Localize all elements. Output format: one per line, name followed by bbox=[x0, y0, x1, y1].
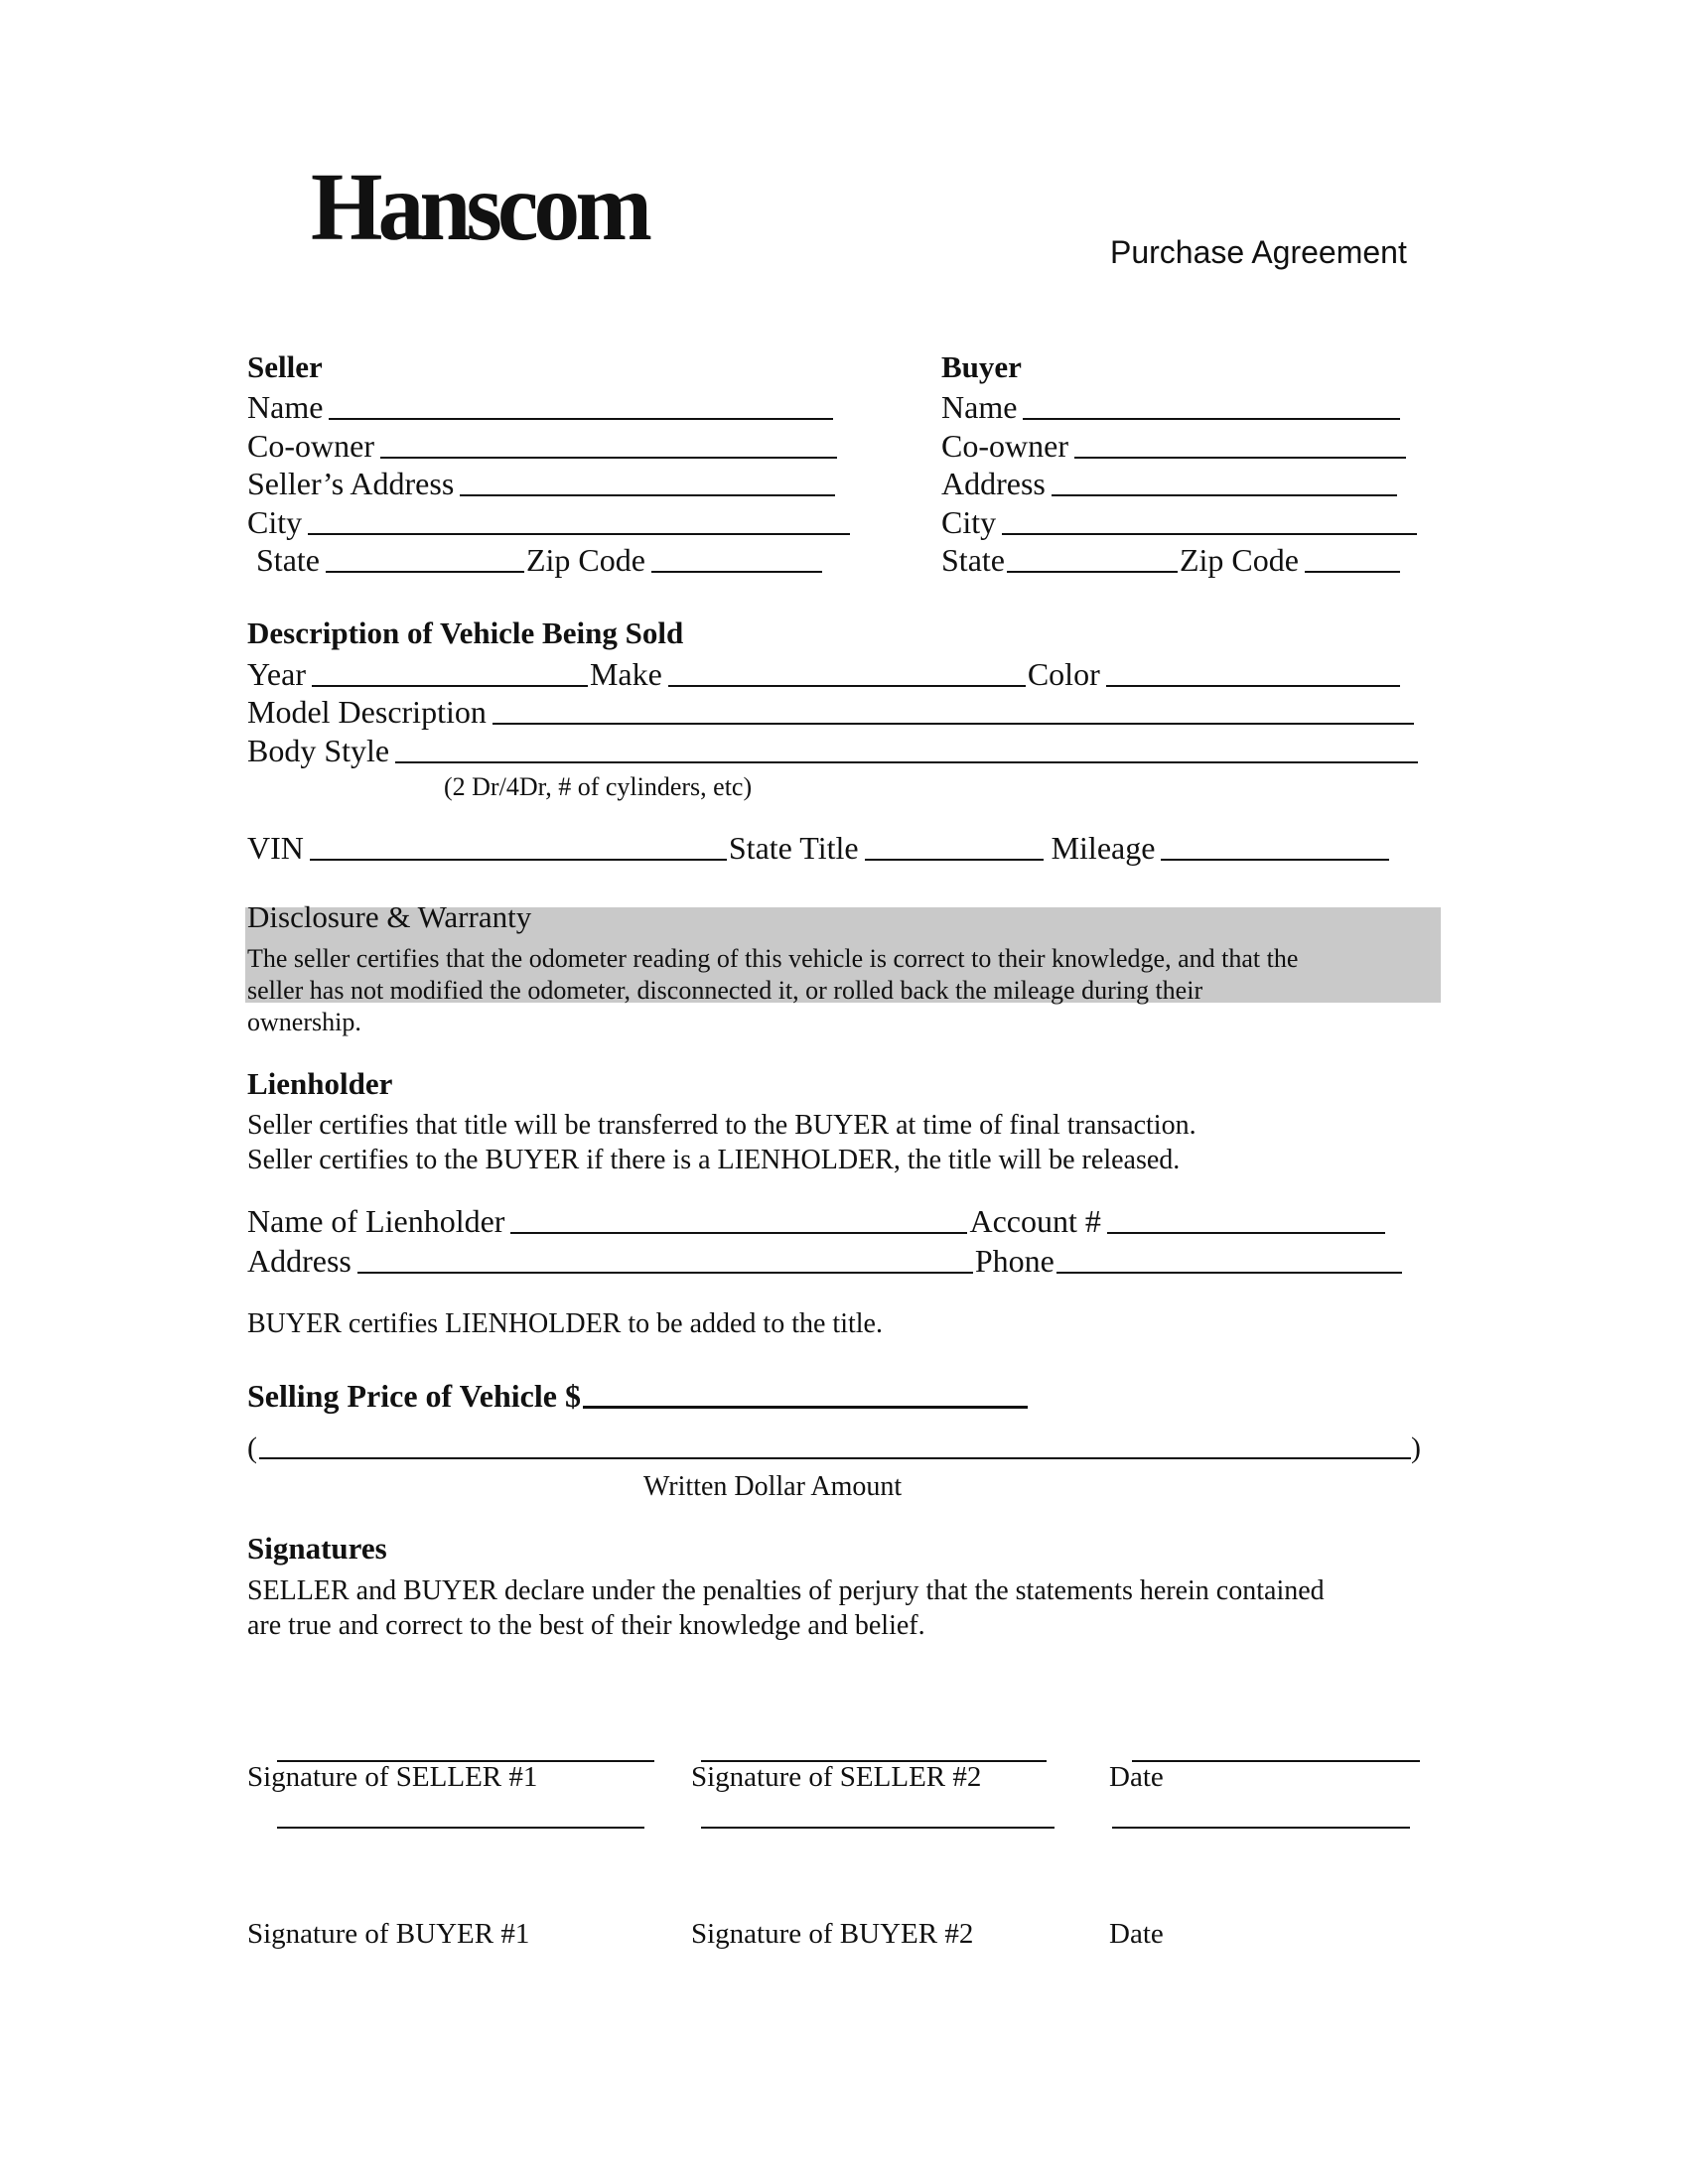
buyer2-signature-line[interactable] bbox=[701, 1827, 1055, 1829]
buyer-zip-label: Zip Code bbox=[1179, 542, 1299, 578]
signatures-line: are true and correct to the best of their knowledge and belief. bbox=[247, 1610, 925, 1641]
disclosure-line: seller has not modified the odometer, disconnected it, or rolled back the mileage during their bbox=[247, 976, 1203, 1005]
date1-line[interactable] bbox=[1132, 1760, 1420, 1762]
mileage-line[interactable] bbox=[1161, 833, 1389, 861]
selling-price-label: Selling Price of Vehicle $ bbox=[247, 1378, 581, 1414]
body-style-line[interactable] bbox=[395, 736, 1418, 763]
model-description-field[interactable] bbox=[247, 694, 1416, 731]
lienholder-line: Seller certifies that title will be transferred to the BUYER at time of final transaction. bbox=[247, 1110, 1196, 1141]
make-label: Make bbox=[589, 656, 662, 692]
buyer-state-zip-field[interactable] bbox=[941, 542, 1402, 579]
buyer-zip-line[interactable] bbox=[1305, 545, 1400, 573]
signatures-text bbox=[247, 1573, 1325, 1643]
seller-zip-line[interactable] bbox=[651, 545, 822, 573]
seller-state-zip-field[interactable] bbox=[256, 542, 824, 579]
color-line[interactable] bbox=[1106, 659, 1400, 687]
lienholder-text bbox=[247, 1108, 1196, 1177]
seller-name-field[interactable] bbox=[247, 389, 835, 426]
lienholder-line: Seller certifies to the BUYER if there is a LIENHOLDER, the title will be released. bbox=[247, 1145, 1181, 1175]
seller-city-line[interactable] bbox=[308, 507, 850, 535]
buyer-coowner-line[interactable] bbox=[1074, 431, 1406, 459]
vehicle-heading: Description of Vehicle Being Sold bbox=[247, 615, 684, 650]
buyer-name-label: Name bbox=[941, 389, 1018, 425]
seller-name-label: Name bbox=[247, 389, 324, 425]
signatures-line: SELLER and BUYER declare under the penalties of perjury that the statements herein contained bbox=[247, 1575, 1325, 1606]
disclosure-text bbox=[247, 943, 1298, 1038]
buyer-city-field[interactable] bbox=[941, 504, 1419, 541]
seller-coowner-line[interactable] bbox=[380, 431, 837, 459]
seller1-signature-label: Signature of SELLER #1 bbox=[247, 1761, 538, 1793]
lienholder-name-line[interactable] bbox=[510, 1206, 967, 1234]
lienholder-address-phone-field[interactable] bbox=[247, 1243, 1404, 1280]
lienholder-heading: Lienholder bbox=[247, 1066, 393, 1101]
seller-name-line[interactable] bbox=[329, 392, 833, 420]
buyer-state-label: State bbox=[941, 542, 1005, 578]
vin-label: VIN bbox=[247, 830, 304, 866]
buyer1-signature-label: Signature of BUYER #1 bbox=[247, 1918, 530, 1950]
model-description-line[interactable] bbox=[492, 697, 1414, 725]
seller-address-line[interactable] bbox=[460, 469, 835, 496]
company-logo: Hanscom bbox=[311, 154, 648, 261]
state-title-label: State Title bbox=[728, 830, 859, 866]
seller2-signature-label: Signature of SELLER #2 bbox=[691, 1761, 982, 1793]
disclosure-heading: Disclosure & Warranty bbox=[247, 899, 532, 934]
buyer-city-line[interactable] bbox=[1002, 507, 1417, 535]
buyer-name-line[interactable] bbox=[1023, 392, 1400, 420]
phone-line[interactable] bbox=[1056, 1246, 1402, 1274]
phone-label: Phone bbox=[974, 1243, 1055, 1279]
seller-state-line[interactable] bbox=[326, 545, 524, 573]
date2-line[interactable] bbox=[1112, 1827, 1410, 1829]
open-paren: ( bbox=[247, 1432, 257, 1464]
state-title-line[interactable] bbox=[865, 833, 1044, 861]
seller-address-label: Seller’s Address bbox=[247, 466, 455, 501]
seller-address-field[interactable] bbox=[247, 466, 837, 502]
lienholder-name-label: Name of Lienholder bbox=[247, 1203, 505, 1239]
vin-title-mileage-field[interactable] bbox=[247, 830, 1391, 867]
seller-city-field[interactable] bbox=[247, 504, 852, 541]
buyer-coowner-label: Co-owner bbox=[941, 428, 1068, 464]
buyer2-signature-label: Signature of BUYER #2 bbox=[691, 1918, 974, 1950]
close-paren: ) bbox=[1411, 1432, 1421, 1464]
make-line[interactable] bbox=[668, 659, 1026, 687]
vehicle-year-make-color-field[interactable] bbox=[247, 656, 1402, 693]
buyer-city-label: City bbox=[941, 504, 997, 540]
buyer-state-line[interactable] bbox=[1007, 545, 1178, 573]
account-label: Account # bbox=[969, 1203, 1101, 1239]
date2-label: Date bbox=[1109, 1918, 1164, 1950]
buyer1-signature-line[interactable] bbox=[277, 1827, 644, 1829]
signatures-heading: Signatures bbox=[247, 1531, 387, 1566]
written-amount-field[interactable] bbox=[247, 1432, 1421, 1465]
buyer-address-label: Address bbox=[941, 466, 1046, 501]
color-label: Color bbox=[1027, 656, 1100, 692]
mileage-label: Mileage bbox=[1051, 830, 1156, 866]
buyer-heading: Buyer bbox=[941, 349, 1022, 384]
year-label: Year bbox=[247, 656, 306, 692]
buyer-coowner-field[interactable] bbox=[941, 428, 1408, 465]
model-description-label: Model Description bbox=[247, 694, 487, 730]
lienholder-name-account-field[interactable] bbox=[247, 1203, 1387, 1240]
seller-coowner-field[interactable] bbox=[247, 428, 839, 465]
buyer-name-field[interactable] bbox=[941, 389, 1402, 426]
disclosure-line: The seller certifies that the odometer reading of this vehicle is correct to their knowledge, and that the bbox=[247, 944, 1299, 973]
body-style-note: (2 Dr/4Dr, # of cylinders, etc) bbox=[444, 772, 753, 801]
seller-heading: Seller bbox=[247, 349, 323, 384]
lienholder-address-label: Address bbox=[247, 1243, 352, 1279]
year-line[interactable] bbox=[312, 659, 588, 687]
lienholder-certify-text: BUYER certifies LIENHOLDER to be added to the title. bbox=[247, 1308, 883, 1339]
vin-line[interactable] bbox=[310, 833, 727, 861]
buyer-address-line[interactable] bbox=[1052, 469, 1397, 496]
selling-price-line[interactable] bbox=[583, 1380, 1028, 1409]
date1-label: Date bbox=[1109, 1761, 1164, 1793]
disclosure-line: ownership. bbox=[247, 1008, 361, 1036]
lienholder-address-line[interactable] bbox=[357, 1246, 973, 1274]
account-line[interactable] bbox=[1107, 1206, 1385, 1234]
seller-state-label: State bbox=[256, 542, 320, 578]
body-style-field[interactable] bbox=[247, 733, 1420, 769]
seller-coowner-label: Co-owner bbox=[247, 428, 374, 464]
seller-city-label: City bbox=[247, 504, 303, 540]
seller-zip-label: Zip Code bbox=[525, 542, 645, 578]
body-style-label: Body Style bbox=[247, 733, 390, 768]
written-amount-line[interactable] bbox=[259, 1432, 1411, 1459]
selling-price-field[interactable] bbox=[247, 1378, 1030, 1415]
buyer-address-field[interactable] bbox=[941, 466, 1399, 502]
written-amount-label: Written Dollar Amount bbox=[643, 1471, 903, 1502]
document-title: Purchase Agreement bbox=[1110, 234, 1407, 270]
